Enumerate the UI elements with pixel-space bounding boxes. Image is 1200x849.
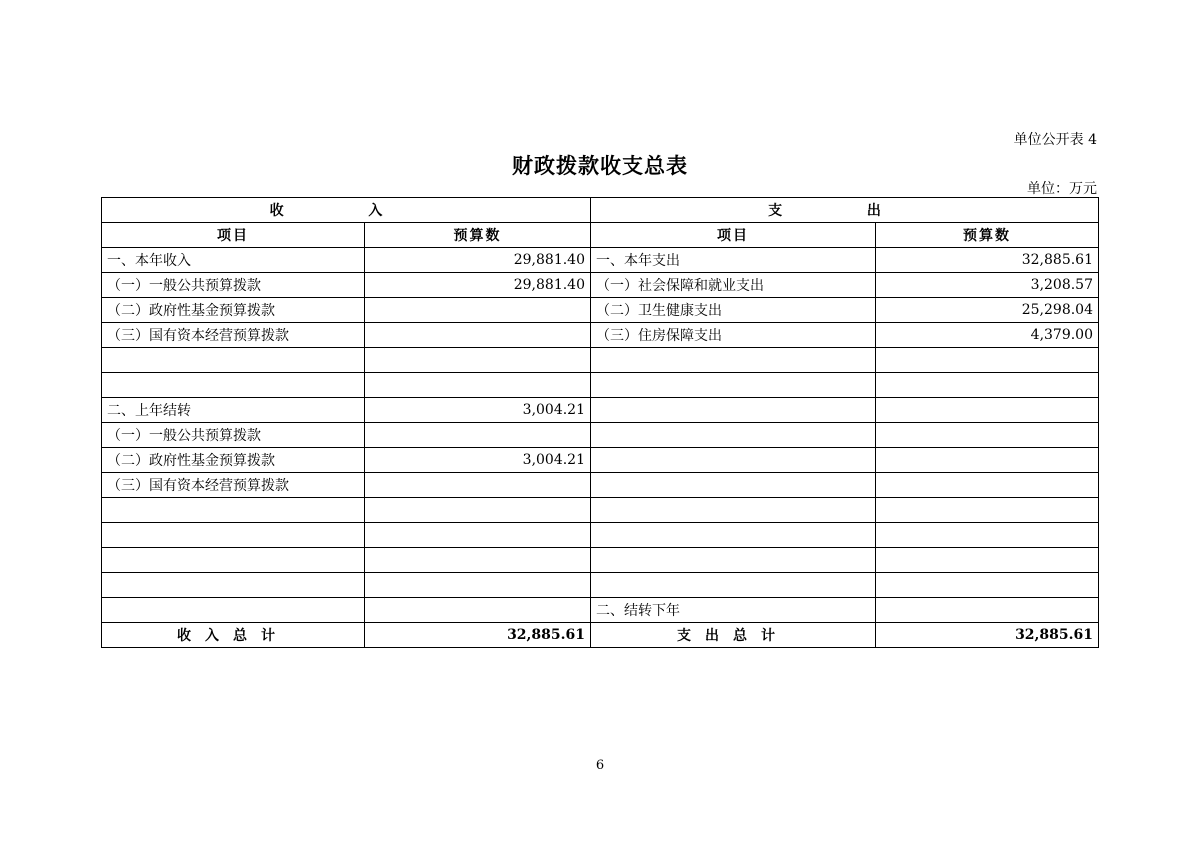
expense-amount-cell (876, 523, 1099, 548)
expense-amount-cell (876, 498, 1099, 523)
expense-amount-cell (876, 448, 1099, 473)
expense-total-amount: 32,885.61 (876, 623, 1099, 648)
expense-amount-cell: 3,208.57 (876, 273, 1099, 298)
expense-item-cell (591, 498, 876, 523)
table-row (102, 498, 1099, 523)
income-item-cell: （三）国有资本经营预算拨款 (102, 473, 365, 498)
income-amount-cell (365, 298, 591, 323)
income-total-amount: 32,885.61 (365, 623, 591, 648)
income-item-cell: 二、上年结转 (102, 398, 365, 423)
expense-amount-cell (876, 373, 1099, 398)
expense-item-cell (591, 473, 876, 498)
income-item-cell (102, 573, 365, 598)
expense-amount-cell (876, 423, 1099, 448)
income-item-cell: 一、本年收入 (102, 248, 365, 273)
expense-item-cell: （二）卫生健康支出 (591, 298, 876, 323)
expense-item-cell (591, 448, 876, 473)
unit-label: 单位：万元 (1027, 181, 1097, 197)
table-row (102, 473, 1099, 498)
expense-amount-cell (876, 398, 1099, 423)
expense-amount-cell (876, 473, 1099, 498)
income-amount-cell (365, 548, 591, 573)
expense-amount-cell (876, 598, 1099, 623)
budget-table (101, 197, 1099, 648)
income-item-cell: （二）政府性基金预算拨款 (102, 298, 365, 323)
table-row (102, 423, 1099, 448)
income-amount-cell (365, 348, 591, 373)
table-row (102, 548, 1099, 573)
income-item-cell (102, 598, 365, 623)
table-row (102, 348, 1099, 373)
income-budget-header: 预算数 (365, 223, 591, 248)
page-number: 6 (595, 758, 605, 773)
section-header-row (102, 198, 1099, 223)
expense-item-cell (591, 548, 876, 573)
expense-item-cell: （三）住房保障支出 (591, 323, 876, 348)
income-amount-cell (365, 473, 591, 498)
totals-row (102, 623, 1099, 648)
form-number: 单位公开表 4 (1013, 132, 1097, 148)
income-amount-cell: 29,881.40 (365, 273, 591, 298)
table-row (102, 448, 1099, 473)
page-title: 财政拨款收支总表 (512, 153, 688, 178)
table-row (102, 523, 1099, 548)
expense-amount-cell (876, 573, 1099, 598)
income-amount-cell (365, 523, 591, 548)
income-item-cell: （一）一般公共预算拨款 (102, 273, 365, 298)
income-item-cell (102, 548, 365, 573)
table-row (102, 373, 1099, 398)
income-item-cell: （一）一般公共预算拨款 (102, 423, 365, 448)
expense-item-cell (591, 523, 876, 548)
income-header: 收 入 (102, 198, 591, 223)
income-amount-cell (365, 598, 591, 623)
expense-amount-cell (876, 348, 1099, 373)
income-item-cell (102, 348, 365, 373)
table-row (102, 398, 1099, 423)
income-amount-cell (365, 423, 591, 448)
expense-item-cell: 一、本年支出 (591, 248, 876, 273)
expense-amount-cell (876, 548, 1099, 573)
expense-item-cell (591, 348, 876, 373)
expense-item-cell (591, 423, 876, 448)
expense-header: 支 出 (591, 198, 1099, 223)
table-row (102, 273, 1099, 298)
income-amount-cell (365, 323, 591, 348)
expense-item-cell (591, 573, 876, 598)
column-header-row (102, 223, 1099, 248)
income-total-label: 收入总计 (102, 623, 365, 648)
table-row (102, 573, 1099, 598)
expense-amount-cell: 25,298.04 (876, 298, 1099, 323)
income-amount-cell: 3,004.21 (365, 398, 591, 423)
income-item-cell: （二）政府性基金预算拨款 (102, 448, 365, 473)
income-item-cell (102, 523, 365, 548)
table-row (102, 323, 1099, 348)
expense-item-cell: （一）社会保障和就业支出 (591, 273, 876, 298)
budget-table-body (102, 198, 1099, 648)
table-row (102, 298, 1099, 323)
expense-item-cell (591, 398, 876, 423)
expense-budget-header: 预算数 (876, 223, 1099, 248)
expense-amount-cell: 4,379.00 (876, 323, 1099, 348)
expense-item-cell (591, 373, 876, 398)
income-amount-cell: 3,004.21 (365, 448, 591, 473)
income-amount-cell (365, 373, 591, 398)
income-amount-cell (365, 498, 591, 523)
table-row (102, 598, 1099, 623)
expense-total-label: 支出总计 (591, 623, 876, 648)
expense-item-cell: 二、结转下年 (591, 598, 876, 623)
income-amount-cell (365, 573, 591, 598)
income-item-cell: （三）国有资本经营预算拨款 (102, 323, 365, 348)
table-row (102, 248, 1099, 273)
income-item-cell (102, 498, 365, 523)
income-item-header: 项目 (102, 223, 365, 248)
expense-amount-cell: 32,885.61 (876, 248, 1099, 273)
expense-item-header: 项目 (591, 223, 876, 248)
income-item-cell (102, 373, 365, 398)
income-amount-cell: 29,881.40 (365, 248, 591, 273)
